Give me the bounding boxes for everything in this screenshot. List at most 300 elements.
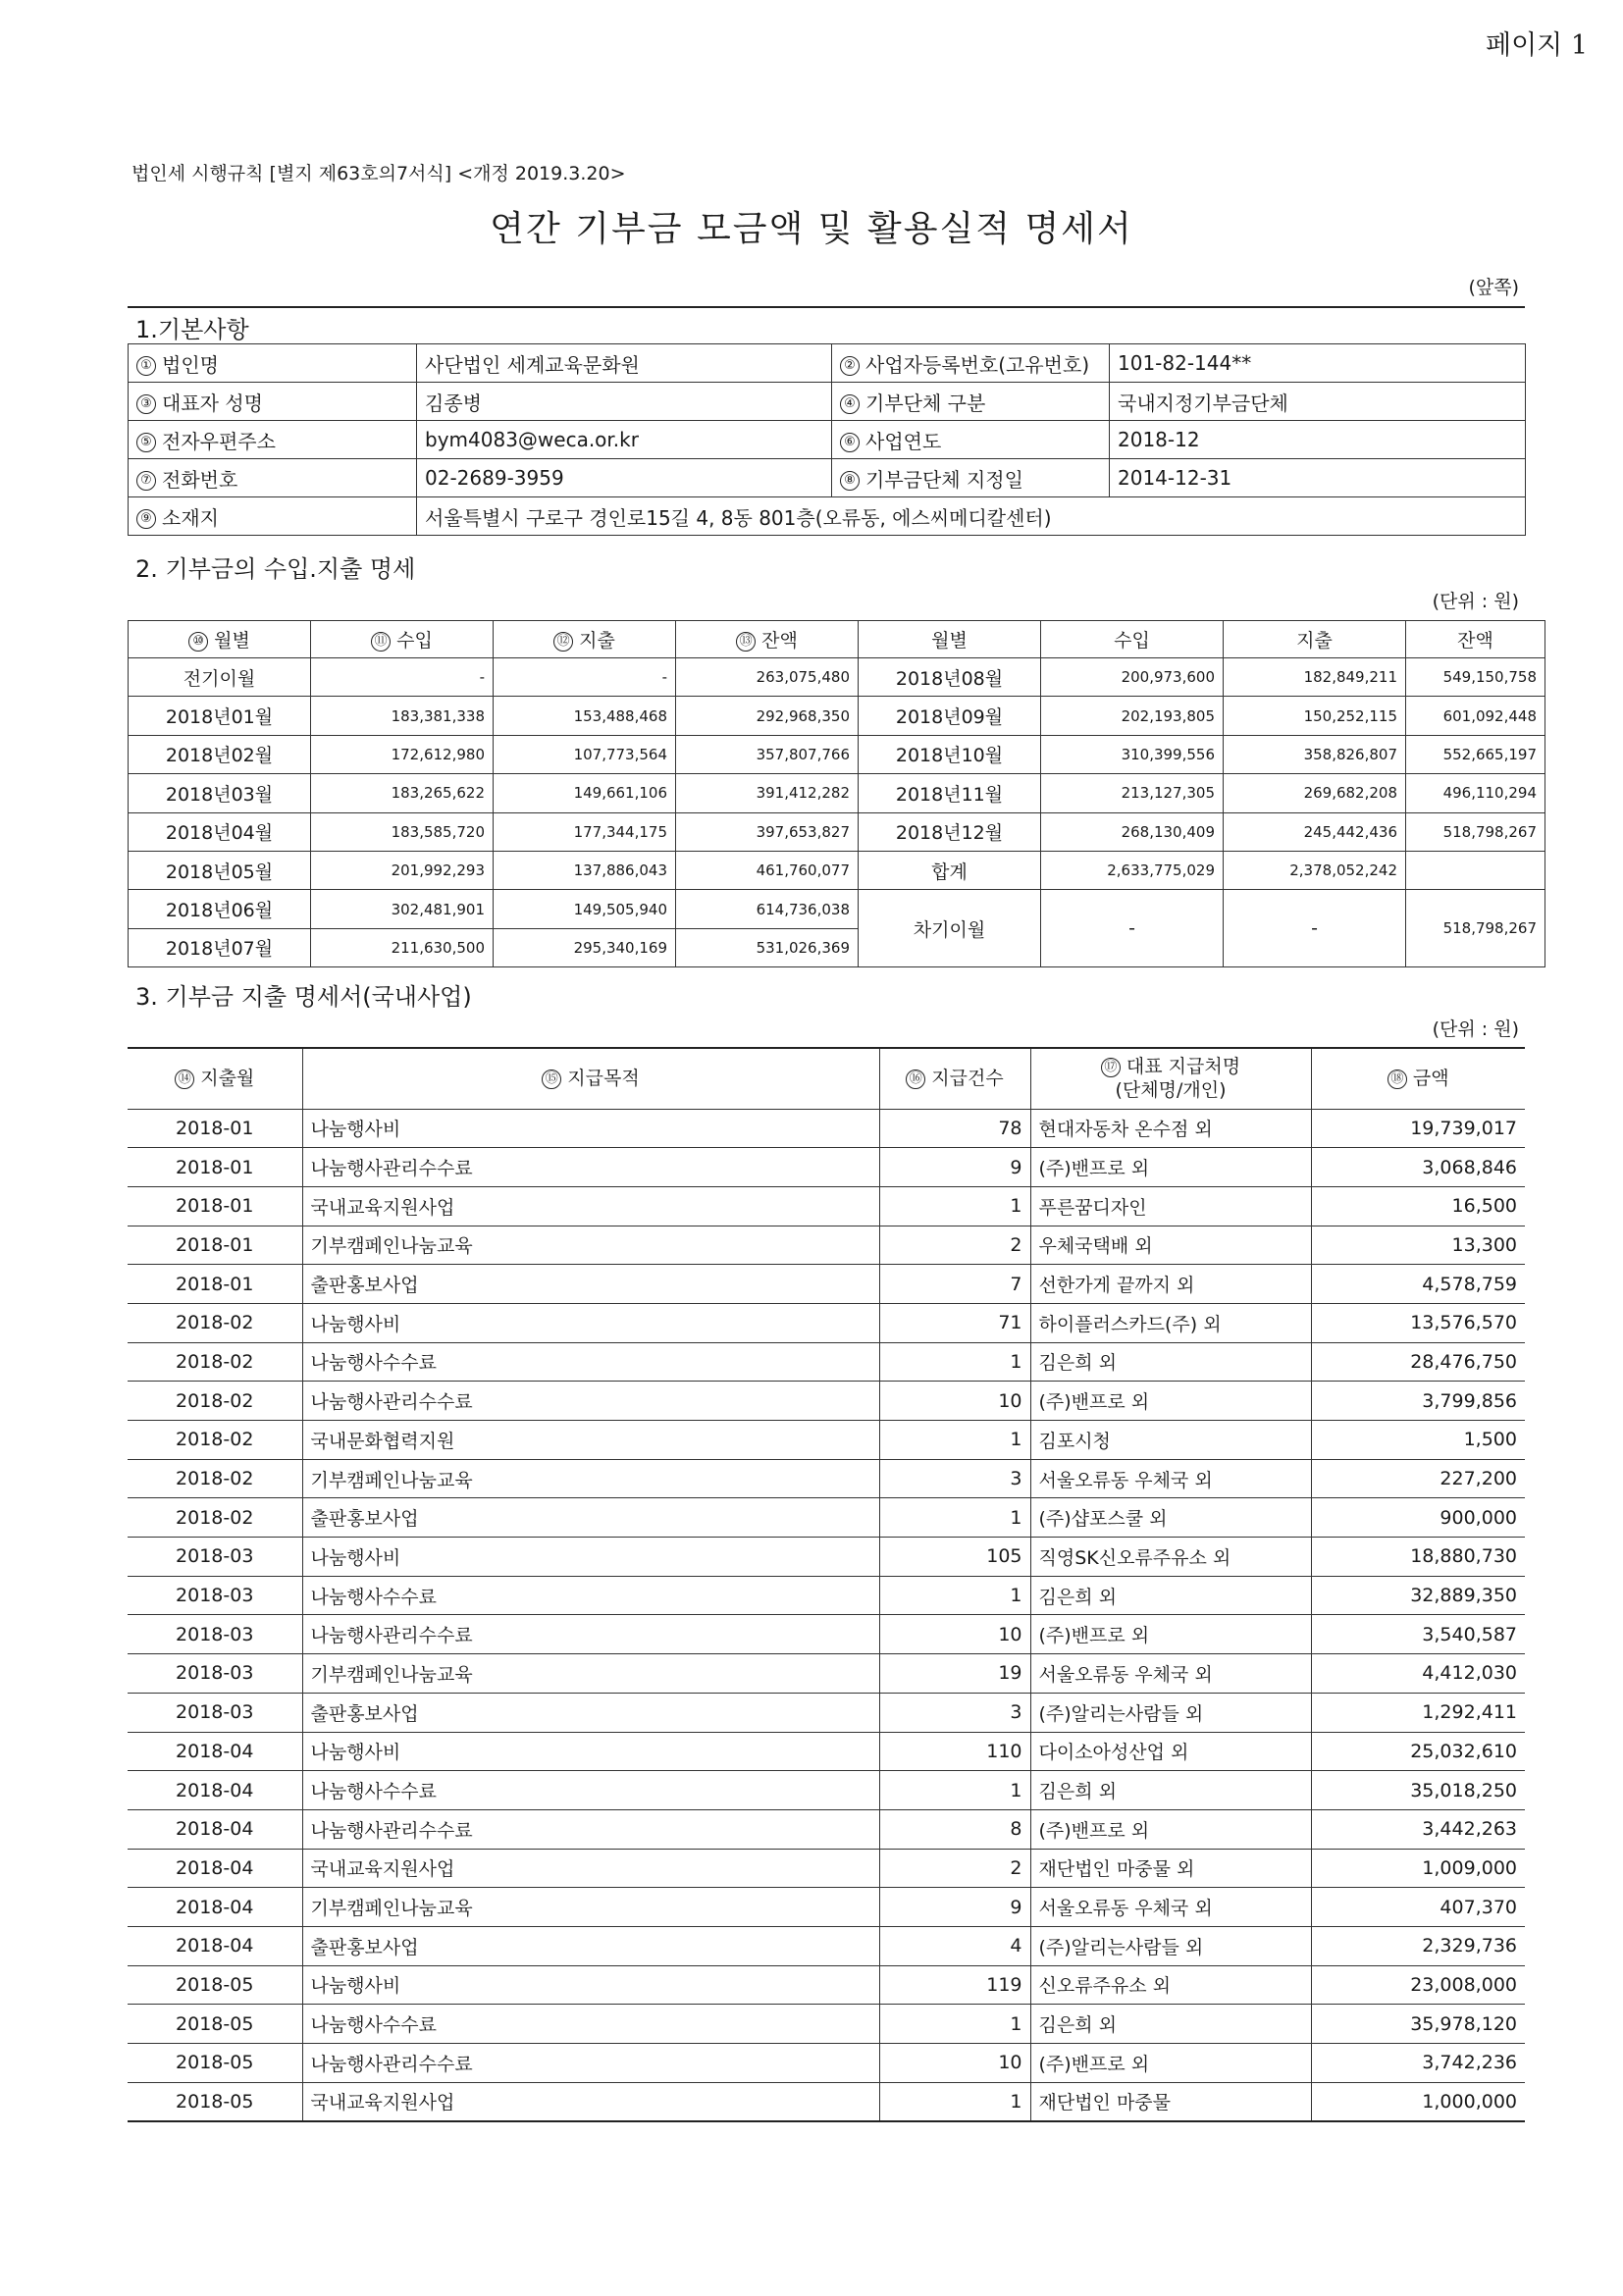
ex-month: 2018-01: [128, 1265, 302, 1304]
ex-column-header-text: 대표 지급처명: [1126, 1056, 1241, 1078]
ex-payee: 서울오류동 우체국 외: [1030, 1888, 1311, 1927]
address-value: 서울특별시 구로구 경인로15길 4, 8동 801층(오류동, 에스씨메디칼센터): [417, 497, 1526, 536]
field-label: [129, 344, 417, 383]
ex-row: [128, 2044, 1525, 2083]
ex-month: 2018-04: [128, 1888, 302, 1927]
field-value: 2018-12: [1110, 421, 1526, 459]
ie-carry-next-amount: -: [1224, 890, 1406, 967]
ex-count: 78: [879, 1109, 1030, 1148]
ex-count: 4: [879, 1926, 1030, 1965]
ex-row: [128, 1576, 1525, 1615]
field-label: [832, 459, 1110, 497]
ex-payee: 김은희 외: [1030, 1342, 1311, 1382]
ex-month: 2018-05: [128, 1965, 302, 2005]
ex-row: [128, 1771, 1525, 1810]
ex-row: [128, 1849, 1525, 1888]
ex-purpose: 나눔행사관리수수료: [302, 1382, 879, 1421]
field-value: bym4083@weca.or.kr: [417, 421, 832, 459]
ex-month: 2018-01: [128, 1186, 302, 1226]
ex-count: 9: [879, 1148, 1030, 1187]
basic-info-row: [129, 459, 1526, 497]
ie-column-header-text: 월별: [214, 630, 250, 652]
section-divider: [128, 306, 1525, 308]
ex-month: 2018-03: [128, 1615, 302, 1654]
item-number-circle: ⑦: [136, 471, 156, 491]
ie-month: 2018년05월: [129, 851, 311, 889]
ie-amount: -: [311, 658, 494, 697]
ex-purpose: 나눔행사비: [302, 1303, 879, 1342]
ex-payee: (주)샵포스쿨 외: [1030, 1498, 1311, 1538]
field-label: [129, 459, 417, 497]
ex-row: [128, 1382, 1525, 1421]
ex-row: [128, 1342, 1525, 1382]
ex-column-header-subtext: (단체명/개인): [1115, 1079, 1227, 1102]
basic-info-row: [129, 421, 1526, 459]
ex-payee: 현대자동차 온수점 외: [1030, 1109, 1311, 1148]
field-label: [129, 421, 417, 459]
ie-month: 2018년02월: [129, 735, 311, 773]
ex-purpose: 나눔행사관리수수료: [302, 2044, 879, 2083]
ex-purpose: 나눔행사수수료: [302, 1576, 879, 1615]
ex-purpose: 나눔행사비: [302, 1965, 879, 2005]
ex-payee: 김은희 외: [1030, 2005, 1311, 2044]
ie-amount: 461,760,077: [676, 851, 859, 889]
ex-count: 9: [879, 1888, 1030, 1927]
ex-row: [128, 1538, 1525, 1577]
ex-amount: 3,799,856: [1311, 1382, 1525, 1421]
ie-month: 2018년04월: [129, 812, 311, 851]
ex-payee: (주)밴프로 외: [1030, 2044, 1311, 2083]
ex-amount: 900,000: [1311, 1498, 1525, 1538]
ex-payee: 김은희 외: [1030, 1771, 1311, 1810]
item-number-circle: ③: [136, 394, 156, 414]
ex-amount: 407,370: [1311, 1888, 1525, 1927]
ex-purpose: 나눔행사비: [302, 1538, 879, 1577]
ex-purpose: 기부캠페인나눔교육: [302, 1654, 879, 1694]
ex-amount: 1,000,000: [1311, 2082, 1525, 2121]
ex-month: 2018-01: [128, 1109, 302, 1148]
ie-column-header: [311, 621, 494, 658]
ie-month: 2018년10월: [859, 735, 1041, 773]
ex-payee: 재단법인 마중물 외: [1030, 1849, 1311, 1888]
ex-month: 2018-02: [128, 1421, 302, 1460]
ex-amount: 23,008,000: [1311, 1965, 1525, 2005]
item-number-circle: ①: [136, 356, 156, 376]
ex-amount: 3,742,236: [1311, 2044, 1525, 2083]
ie-amount: 549,150,758: [1406, 658, 1545, 697]
section3-heading: 3. 기부금 지출 명세서(국내사업): [135, 983, 472, 1011]
ex-payee: (주)밴프로 외: [1030, 1809, 1311, 1849]
page-number: 페이지 1: [1485, 30, 1588, 61]
field-label-text: 대표자 성명: [162, 391, 263, 415]
ex-count: 10: [879, 1382, 1030, 1421]
ex-count: 71: [879, 1303, 1030, 1342]
ex-payee: (주)밴프로 외: [1030, 1148, 1311, 1187]
field-value: 사단법인 세계교육문화원: [417, 344, 832, 383]
ex-count: 7: [879, 1265, 1030, 1304]
ex-payee: (주)알리는사람들 외: [1030, 1926, 1311, 1965]
ex-row: [128, 1888, 1525, 1927]
ex-row: [128, 1109, 1525, 1148]
ie-column-header-text: 잔액: [1457, 630, 1493, 652]
ex-purpose: 나눔행사수수료: [302, 2005, 879, 2044]
item-number-circle: ⑨: [136, 509, 156, 529]
ie-amount: 531,026,369: [676, 928, 859, 966]
ie-column-header: [1406, 621, 1545, 658]
basic-info-row: [129, 383, 1526, 421]
ie-amount: 292,968,350: [676, 697, 859, 735]
front-side-label: (앞쪽): [1468, 277, 1519, 298]
ex-purpose: 국내교육지원사업: [302, 1849, 879, 1888]
item-number-circle: ⑧: [840, 471, 860, 491]
ie-column-header-text: 지출: [1296, 630, 1333, 652]
ex-row: [128, 1498, 1525, 1538]
ie-amount: [1406, 851, 1545, 889]
ex-count: 1: [879, 1771, 1030, 1810]
ex-count: 1: [879, 2005, 1030, 2044]
ie-row: [129, 774, 1545, 812]
ex-amount: 32,889,350: [1311, 1576, 1525, 1615]
ex-column-header-text: 금액: [1412, 1068, 1449, 1090]
ex-amount: 227,200: [1311, 1459, 1525, 1498]
ex-purpose: 국내문화협력지원: [302, 1421, 879, 1460]
ie-amount: 183,265,622: [311, 774, 494, 812]
ie-amount: 153,488,468: [494, 697, 676, 735]
ex-purpose: 기부캠페인나눔교육: [302, 1459, 879, 1498]
ex-purpose: 출판홍보사업: [302, 1498, 879, 1538]
ie-row: [129, 658, 1545, 697]
ex-column-header: [1030, 1048, 1311, 1109]
ex-count: 105: [879, 1538, 1030, 1577]
regulation-reference: 법인세 시행규칙 [별지 제63호의7서식] <개정 2019.3.20>: [131, 163, 626, 184]
ex-month: 2018-05: [128, 2044, 302, 2083]
ex-month: 2018-03: [128, 1693, 302, 1732]
ex-month: 2018-02: [128, 1459, 302, 1498]
section1-heading: 1.기본사항: [135, 316, 249, 343]
ie-amount: 496,110,294: [1406, 774, 1545, 812]
ie-month: 2018년01월: [129, 697, 311, 735]
ex-count: 1: [879, 1186, 1030, 1226]
ie-column-header: [494, 621, 676, 658]
ex-row: [128, 1615, 1525, 1654]
ex-amount: 1,009,000: [1311, 1849, 1525, 1888]
ex-amount: 18,880,730: [1311, 1538, 1525, 1577]
ex-row: [128, 1265, 1525, 1304]
ie-month: 2018년06월: [129, 890, 311, 928]
ie-amount: 183,381,338: [311, 697, 494, 735]
expense-detail-table: [128, 1047, 1525, 2122]
item-number-circle: ④: [840, 394, 860, 414]
ex-month: 2018-04: [128, 1809, 302, 1849]
ex-row: [128, 2005, 1525, 2044]
section2-heading: 2. 기부금의 수입.지출 명세: [135, 555, 416, 583]
document-title: 연간 기부금 모금액 및 활용실적 명세서: [490, 209, 1133, 249]
basic-info-row-address: [129, 497, 1526, 536]
field-value: 국내지정기부금단체: [1110, 383, 1526, 421]
ex-row: [128, 1926, 1525, 1965]
ex-count: 1: [879, 1342, 1030, 1382]
field-label-text: 사업자등록번호(고유번호): [865, 352, 1090, 377]
ex-month: 2018-05: [128, 2082, 302, 2121]
item-number-circle: ⑱: [1387, 1070, 1407, 1089]
ex-count: 1: [879, 2082, 1030, 2121]
ie-amount: 391,412,282: [676, 774, 859, 812]
ex-purpose: 나눔행사관리수수료: [302, 1809, 879, 1849]
ex-payee: 재단법인 마중물: [1030, 2082, 1311, 2121]
ex-amount: 25,032,610: [1311, 1732, 1525, 1771]
ex-purpose: 나눔행사수수료: [302, 1771, 879, 1810]
ie-column-header: [859, 621, 1041, 658]
ex-amount: 3,540,587: [1311, 1615, 1525, 1654]
item-number-circle: ⑪: [371, 632, 391, 652]
ex-count: 1: [879, 1576, 1030, 1615]
ie-month: 2018년03월: [129, 774, 311, 812]
ie-amount: 107,773,564: [494, 735, 676, 773]
ex-purpose: 국내교육지원사업: [302, 1186, 879, 1226]
field-label: [129, 383, 417, 421]
income-expense-table: [128, 620, 1545, 967]
ex-month: 2018-04: [128, 1771, 302, 1810]
item-number-circle: ⑤: [136, 433, 156, 452]
ie-month: 2018년07월: [129, 928, 311, 966]
ie-amount: -: [494, 658, 676, 697]
ie-column-header-text: 수입: [396, 630, 433, 652]
ie-column-header-text: 수입: [1114, 630, 1150, 652]
ex-purpose: 나눔행사수수료: [302, 1342, 879, 1382]
ie-month: 2018년12월: [859, 812, 1041, 851]
ex-column-header-text: 지급건수: [931, 1068, 1004, 1090]
item-number-circle: ⑥: [840, 433, 860, 452]
item-number-circle: ⑯: [906, 1070, 925, 1089]
ie-carry-next-amount: -: [1041, 890, 1224, 967]
ex-column-header: [879, 1048, 1030, 1109]
section3-unit: (단위 : 원): [1432, 1018, 1519, 1040]
ie-amount: 172,612,980: [311, 735, 494, 773]
section2-unit: (단위 : 원): [1432, 591, 1519, 612]
ie-column-header: [129, 621, 311, 658]
ie-amount: 397,653,827: [676, 812, 859, 851]
ie-row: [129, 735, 1545, 773]
ex-count: 10: [879, 2044, 1030, 2083]
ex-purpose: 출판홍보사업: [302, 1265, 879, 1304]
ie-carry-next-amount: 518,798,267: [1406, 890, 1545, 967]
ex-payee: 하이플러스카드(주) 외: [1030, 1303, 1311, 1342]
ex-row: [128, 2082, 1525, 2121]
ie-column-header-text: 잔액: [761, 630, 798, 652]
ex-purpose: 출판홍보사업: [302, 1693, 879, 1732]
ie-month: 2018년08월: [859, 658, 1041, 697]
ex-payee: 직영SK신오류주유소 외: [1030, 1538, 1311, 1577]
ex-purpose: 기부캠페인나눔교육: [302, 1226, 879, 1265]
ex-month: 2018-01: [128, 1148, 302, 1187]
ex-purpose: 출판홍보사업: [302, 1926, 879, 1965]
ex-count: 2: [879, 1849, 1030, 1888]
ex-payee: 서울오류동 우체국 외: [1030, 1654, 1311, 1694]
ie-month: 2018년09월: [859, 697, 1041, 735]
item-number-circle: ⑫: [553, 632, 573, 652]
item-number-circle: ⑰: [1101, 1058, 1121, 1077]
field-label-text: 법인명: [162, 352, 219, 377]
basic-info-table: [128, 343, 1526, 536]
item-number-circle: ⑬: [736, 632, 756, 652]
ie-amount: 518,798,267: [1406, 812, 1545, 851]
ie-amount: 310,399,556: [1041, 735, 1224, 773]
field-value: 김종병: [417, 383, 832, 421]
ex-count: 119: [879, 1965, 1030, 2005]
ex-month: 2018-03: [128, 1576, 302, 1615]
ie-column-header: [676, 621, 859, 658]
ex-row: [128, 1654, 1525, 1694]
ie-amount: 149,661,106: [494, 774, 676, 812]
ex-count: 10: [879, 1615, 1030, 1654]
ie-amount: 614,736,038: [676, 890, 859, 928]
ie-amount: 268,130,409: [1041, 812, 1224, 851]
ie-amount: 601,092,448: [1406, 697, 1545, 735]
ex-month: 2018-02: [128, 1498, 302, 1538]
ie-row: [129, 890, 1545, 928]
ie-amount: 183,585,720: [311, 812, 494, 851]
field-label: [129, 497, 417, 536]
ie-month: 2018년11월: [859, 774, 1041, 812]
ex-count: 1: [879, 1498, 1030, 1538]
ex-count: 3: [879, 1693, 1030, 1732]
ie-amount: 149,505,940: [494, 890, 676, 928]
ex-amount: 3,068,846: [1311, 1148, 1525, 1187]
field-label-text: 기부단체 구분: [865, 391, 986, 415]
ex-purpose: 나눔행사비: [302, 1732, 879, 1771]
ex-amount: 4,578,759: [1311, 1265, 1525, 1304]
field-value: 2014-12-31: [1110, 459, 1526, 497]
ex-payee: 신오류주유소 외: [1030, 1965, 1311, 2005]
ex-payee: 우체국택배 외: [1030, 1226, 1311, 1265]
ie-amount: 263,075,480: [676, 658, 859, 697]
ex-payee: 선한가게 끝까지 외: [1030, 1265, 1311, 1304]
ex-month: 2018-04: [128, 1732, 302, 1771]
ex-payee: 푸른꿈디자인: [1030, 1186, 1311, 1226]
ex-column-header-text: 지급목적: [567, 1068, 640, 1090]
ex-month: 2018-03: [128, 1654, 302, 1694]
field-label-text: 소재지: [162, 505, 219, 530]
ex-amount: 35,018,250: [1311, 1771, 1525, 1810]
ex-payee: 다이소아성산업 외: [1030, 1732, 1311, 1771]
ex-purpose: 국내교육지원사업: [302, 2082, 879, 2121]
ie-column-header: [1041, 621, 1224, 658]
ex-amount: 13,300: [1311, 1226, 1525, 1265]
ex-purpose: 나눔행사비: [302, 1109, 879, 1148]
ie-row: [129, 812, 1545, 851]
ie-amount: 150,252,115: [1224, 697, 1406, 735]
ex-row: [128, 1809, 1525, 1849]
ie-row: [129, 851, 1545, 889]
ie-amount: 269,682,208: [1224, 774, 1406, 812]
ex-column-header: [1311, 1048, 1525, 1109]
ex-amount: 28,476,750: [1311, 1342, 1525, 1382]
field-label-text: 기부금단체 지정일: [865, 467, 1023, 492]
field-label-text: 전화번호: [162, 467, 238, 492]
ex-payee: 김은희 외: [1030, 1576, 1311, 1615]
ex-purpose: 나눔행사관리수수료: [302, 1148, 879, 1187]
ie-amount: 357,807,766: [676, 735, 859, 773]
ex-row: [128, 1732, 1525, 1771]
field-value: 02-2689-3959: [417, 459, 832, 497]
ex-payee: (주)밴프로 외: [1030, 1382, 1311, 1421]
ex-month: 2018-01: [128, 1226, 302, 1265]
ex-count: 19: [879, 1654, 1030, 1694]
ie-amount: 177,344,175: [494, 812, 676, 851]
ie-column-header: [1224, 621, 1406, 658]
ie-amount: 552,665,197: [1406, 735, 1545, 773]
ie-amount: 358,826,807: [1224, 735, 1406, 773]
ex-row: [128, 1421, 1525, 1460]
item-number-circle: ⑩: [188, 632, 208, 652]
field-label-text: 사업연도: [865, 429, 942, 453]
ex-month: 2018-04: [128, 1849, 302, 1888]
ie-amount: 211,630,500: [311, 928, 494, 966]
ie-amount: 295,340,169: [494, 928, 676, 966]
item-number-circle: ②: [840, 356, 860, 376]
ex-amount: 2,329,736: [1311, 1926, 1525, 1965]
basic-info-row: [129, 344, 1526, 383]
ie-column-header-text: 월별: [931, 630, 968, 652]
ex-payee: (주)밴프로 외: [1030, 1615, 1311, 1654]
ex-payee: (주)알리는사람들 외: [1030, 1693, 1311, 1732]
ex-month: 2018-02: [128, 1382, 302, 1421]
ex-month: 2018-04: [128, 1926, 302, 1965]
ie-carry-next-label: 차기이월: [859, 890, 1041, 967]
ie-amount: 201,992,293: [311, 851, 494, 889]
ex-month: 2018-05: [128, 2005, 302, 2044]
ex-column-header: [128, 1048, 302, 1109]
ie-month: 합계: [859, 851, 1041, 889]
ex-column-header-text: 지출월: [200, 1068, 255, 1090]
ex-row: [128, 1693, 1525, 1732]
ex-payee: 김포시청: [1030, 1421, 1311, 1460]
ie-amount: 137,886,043: [494, 851, 676, 889]
ex-amount: 1,292,411: [1311, 1693, 1525, 1732]
ex-row: [128, 1965, 1525, 2005]
ie-amount: 213,127,305: [1041, 774, 1224, 812]
ex-row: [128, 1303, 1525, 1342]
field-label: [832, 421, 1110, 459]
ex-month: 2018-02: [128, 1303, 302, 1342]
ex-amount: 16,500: [1311, 1186, 1525, 1226]
ie-amount: 200,973,600: [1041, 658, 1224, 697]
ie-amount: 182,849,211: [1224, 658, 1406, 697]
ie-amount: 2,378,052,242: [1224, 851, 1406, 889]
ex-month: 2018-03: [128, 1538, 302, 1577]
ex-month: 2018-02: [128, 1342, 302, 1382]
ex-row: [128, 1459, 1525, 1498]
ie-column-header-text: 지출: [579, 630, 615, 652]
item-number-circle: ⑭: [175, 1070, 194, 1089]
ex-amount: 35,978,120: [1311, 2005, 1525, 2044]
ex-amount: 1,500: [1311, 1421, 1525, 1460]
ex-amount: 3,442,263: [1311, 1809, 1525, 1849]
field-label-text: 전자우편주소: [162, 429, 276, 453]
ex-column-header: [302, 1048, 879, 1109]
field-value: 101-82-144**: [1110, 344, 1526, 383]
ex-payee: 서울오류동 우체국 외: [1030, 1459, 1311, 1498]
ex-purpose: 기부캠페인나눔교육: [302, 1888, 879, 1927]
field-label: [832, 344, 1110, 383]
ie-month: 전기이월: [129, 658, 311, 697]
ex-purpose: 나눔행사관리수수료: [302, 1615, 879, 1654]
ex-count: 110: [879, 1732, 1030, 1771]
ie-row: [129, 697, 1545, 735]
ex-count: 3: [879, 1459, 1030, 1498]
ex-count: 8: [879, 1809, 1030, 1849]
ex-amount: 13,576,570: [1311, 1303, 1525, 1342]
